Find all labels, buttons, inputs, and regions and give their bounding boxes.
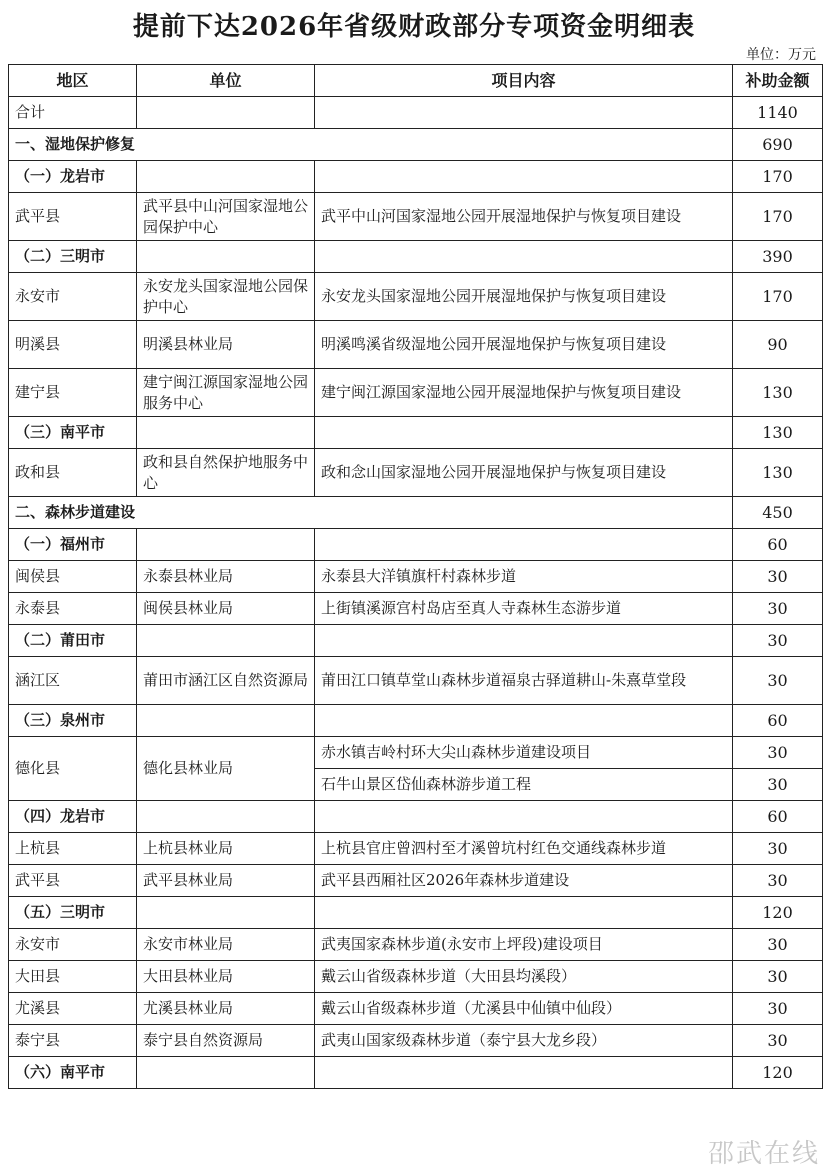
table-row <box>9 369 823 417</box>
table-row <box>9 865 823 897</box>
region-cell: （三）南平市 <box>9 417 137 449</box>
amount-cell: 130 <box>733 449 823 497</box>
region-cell: 明溪县 <box>9 321 137 369</box>
project-cell: 赤水镇吉岭村环大尖山森林步道建设项目 <box>315 737 733 769</box>
amount-cell: 30 <box>733 561 823 593</box>
watermark: 邵武在线 <box>707 1139 820 1169</box>
region-cell: 上杭县 <box>9 833 137 865</box>
region-cell: （六）南平市 <box>9 1057 137 1089</box>
amount-cell: 170 <box>733 273 823 321</box>
table-row <box>9 321 823 369</box>
amount-cell: 450 <box>733 497 823 529</box>
region-cell: （五）三明市 <box>9 897 137 929</box>
region-cell: 泰宁县 <box>9 1025 137 1057</box>
unit-cell: 尤溪县林业局 <box>137 993 315 1025</box>
unit-cell: 永泰县林业局 <box>137 561 315 593</box>
amount-cell: 30 <box>733 865 823 897</box>
table-row <box>9 193 823 241</box>
project-cell <box>315 241 733 273</box>
unit-cell: 武平县林业局 <box>137 865 315 897</box>
unit-cell: 泰宁县自然资源局 <box>137 1025 315 1057</box>
table-row <box>9 561 823 593</box>
amount-cell: 170 <box>733 161 823 193</box>
region-cell: 德化县 <box>9 737 137 801</box>
project-cell: 永泰县大洋镇旗杆村森林步道 <box>315 561 733 593</box>
project-cell: 武夷山国家级森林步道（泰宁县大龙乡段） <box>315 1025 733 1057</box>
table-row <box>9 993 823 1025</box>
amount-cell: 130 <box>733 417 823 449</box>
amount-cell: 690 <box>733 129 823 161</box>
unit-cell: 大田县林业局 <box>137 961 315 993</box>
table-row <box>9 1025 823 1057</box>
project-cell <box>315 897 733 929</box>
project-cell <box>315 1057 733 1089</box>
unit-cell <box>137 801 315 833</box>
amount-cell: 60 <box>733 801 823 833</box>
unit-cell: 政和县自然保护地服务中心 <box>137 449 315 497</box>
region-cell: 合计 <box>9 97 137 129</box>
project-cell: 明溪鸣溪省级湿地公园开展湿地保护与恢复项目建设 <box>315 321 733 369</box>
project-cell <box>315 801 733 833</box>
unit-cell: 德化县林业局 <box>137 737 315 801</box>
unit-cell <box>137 161 315 193</box>
unit-cell: 明溪县林业局 <box>137 321 315 369</box>
unit-cell: 建宁闽江源国家湿地公园服务中心 <box>137 369 315 417</box>
unit-cell <box>137 97 315 129</box>
unit-cell: 闽侯县林业局 <box>137 593 315 625</box>
project-cell <box>315 417 733 449</box>
subtotal-row <box>9 241 823 273</box>
unit-cell <box>137 1057 315 1089</box>
section-title: 二、森林步道建设 <box>9 497 733 529</box>
region-cell: （三）泉州市 <box>9 705 137 737</box>
region-cell: （一）福州市 <box>9 529 137 561</box>
project-cell: 建宁闽江源国家湿地公园开展湿地保护与恢复项目建设 <box>315 369 733 417</box>
unit-cell <box>137 529 315 561</box>
project-cell: 上街镇溪源宫村岛店至真人寺森林生态游步道 <box>315 593 733 625</box>
project-cell <box>315 705 733 737</box>
project-cell: 政和念山国家湿地公园开展湿地保护与恢复项目建设 <box>315 449 733 497</box>
region-cell: 建宁县 <box>9 369 137 417</box>
amount-cell: 170 <box>733 193 823 241</box>
region-cell: 永泰县 <box>9 593 137 625</box>
table-row <box>9 657 823 705</box>
amount-cell: 120 <box>733 897 823 929</box>
region-cell: （二）莆田市 <box>9 625 137 657</box>
table-row <box>9 593 823 625</box>
amount-cell: 30 <box>733 769 823 801</box>
amount-cell: 30 <box>733 929 823 961</box>
section-row <box>9 497 823 529</box>
region-cell: 永安市 <box>9 929 137 961</box>
table-row <box>9 449 823 497</box>
total-row <box>9 97 823 129</box>
project-cell: 戴云山省级森林步道（尤溪县中仙镇中仙段） <box>315 993 733 1025</box>
amount-cell: 30 <box>733 961 823 993</box>
amount-cell: 1140 <box>733 97 823 129</box>
section-row <box>9 129 823 161</box>
region-cell: 武平县 <box>9 865 137 897</box>
region-cell: 尤溪县 <box>9 993 137 1025</box>
amount-cell: 30 <box>733 593 823 625</box>
unit-cell: 莆田市涵江区自然资源局 <box>137 657 315 705</box>
subtotal-row <box>9 705 823 737</box>
project-cell: 莆田江口镇草堂山森林步道福泉古驿道耕山-朱熹草堂段 <box>315 657 733 705</box>
unit-cell: 永安龙头国家湿地公园保护中心 <box>137 273 315 321</box>
unit-cell <box>137 417 315 449</box>
project-cell <box>315 97 733 129</box>
table-row <box>9 929 823 961</box>
amount-cell: 130 <box>733 369 823 417</box>
subtotal-row <box>9 529 823 561</box>
region-cell: 涵江区 <box>9 657 137 705</box>
subtotal-row <box>9 897 823 929</box>
project-cell: 武平县西厢社区2026年森林步道建设 <box>315 865 733 897</box>
unit-cell <box>137 625 315 657</box>
unit-cell: 武平县中山河国家湿地公园保护中心 <box>137 193 315 241</box>
amount-cell: 90 <box>733 321 823 369</box>
amount-cell: 390 <box>733 241 823 273</box>
amount-cell: 30 <box>733 625 823 657</box>
project-cell: 石牛山景区岱仙森林游步道工程 <box>315 769 733 801</box>
amount-cell: 30 <box>733 1025 823 1057</box>
project-cell: 上杭县官庄曾泗村至才溪曾坑村红色交通线森林步道 <box>315 833 733 865</box>
project-cell: 戴云山省级森林步道（大田县均溪段） <box>315 961 733 993</box>
header-region: 地区 <box>9 65 137 97</box>
project-cell: 永安龙头国家湿地公园开展湿地保护与恢复项目建设 <box>315 273 733 321</box>
project-cell <box>315 161 733 193</box>
table-header-row <box>9 65 823 97</box>
amount-cell: 30 <box>733 833 823 865</box>
unit-cell <box>137 705 315 737</box>
region-cell: 政和县 <box>9 449 137 497</box>
region-cell: 永安市 <box>9 273 137 321</box>
page-title: 提前下达2026年省级财政部分专项资金明细表 <box>132 12 696 42</box>
region-cell: 武平县 <box>9 193 137 241</box>
table-row <box>9 833 823 865</box>
region-cell: 闽侯县 <box>9 561 137 593</box>
project-cell: 武夷国家森林步道(永安市上坪段)建设项目 <box>315 929 733 961</box>
table-row <box>9 961 823 993</box>
amount-cell: 30 <box>733 993 823 1025</box>
amount-cell: 60 <box>733 529 823 561</box>
header-project: 项目内容 <box>315 65 733 97</box>
unit-label: 单位：万元 <box>746 47 816 63</box>
subtotal-row <box>9 417 823 449</box>
unit-cell: 永安市林业局 <box>137 929 315 961</box>
unit-cell <box>137 241 315 273</box>
section-title: 一、湿地保护修复 <box>9 129 733 161</box>
amount-cell: 30 <box>733 657 823 705</box>
unit-cell <box>137 897 315 929</box>
amount-cell: 120 <box>733 1057 823 1089</box>
project-cell <box>315 529 733 561</box>
unit-cell: 上杭县林业局 <box>137 833 315 865</box>
subtotal-row <box>9 625 823 657</box>
project-cell <box>315 625 733 657</box>
table-row <box>9 273 823 321</box>
subtotal-row <box>9 801 823 833</box>
project-cell: 武平中山河国家湿地公园开展湿地保护与恢复项目建设 <box>315 193 733 241</box>
region-cell: （四）龙岩市 <box>9 801 137 833</box>
amount-cell: 60 <box>733 705 823 737</box>
amount-cell: 30 <box>733 737 823 769</box>
region-cell: （二）三明市 <box>9 241 137 273</box>
region-cell: （一）龙岩市 <box>9 161 137 193</box>
table-row <box>9 737 823 769</box>
funding-table <box>8 64 823 1089</box>
region-cell: 大田县 <box>9 961 137 993</box>
subtotal-row <box>9 161 823 193</box>
header-amount: 补助金额 <box>733 65 823 97</box>
header-unit: 单位 <box>137 65 315 97</box>
subtotal-row <box>9 1057 823 1089</box>
